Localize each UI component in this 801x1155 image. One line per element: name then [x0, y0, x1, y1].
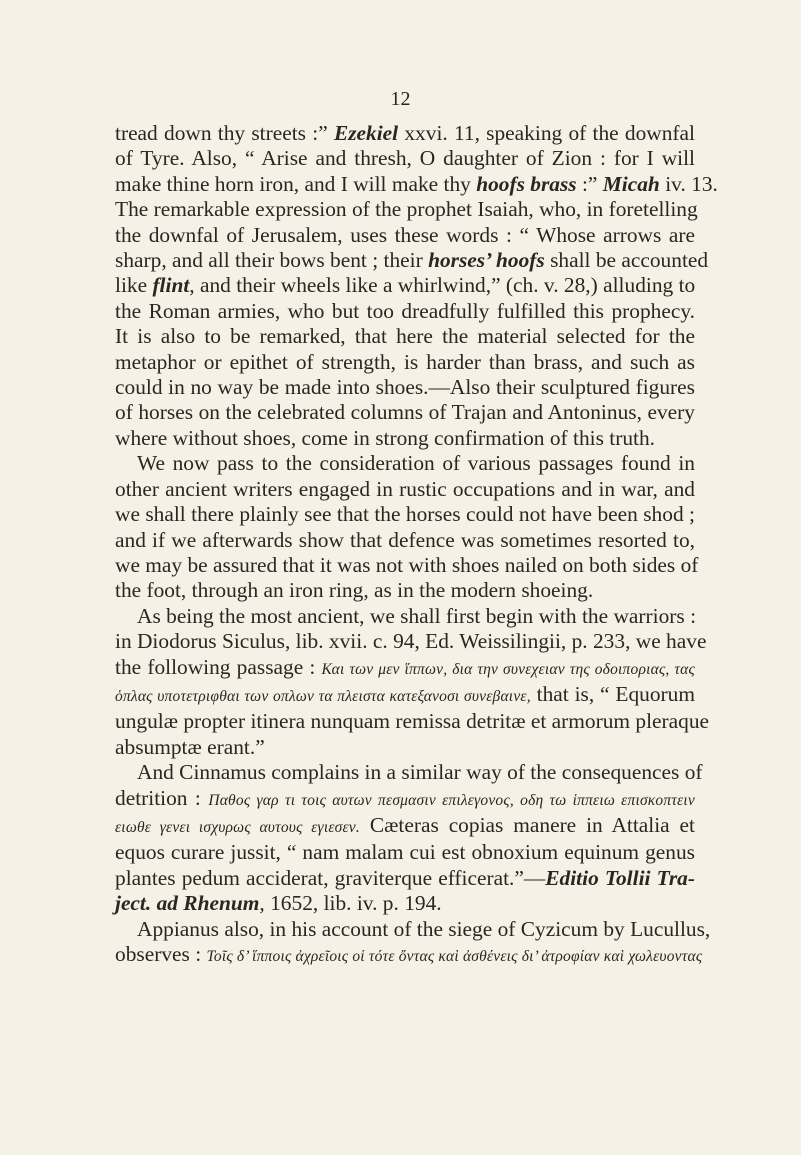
text-line: detrition : Παθος γαρ τι τοις αυτων πεσμασιν επιλεγονος, οδη τω ἱππειω επισκοπτειν	[115, 785, 695, 810]
text-line: where without shoes, come in strong confirmation of this truth.	[115, 425, 656, 450]
text-line: the Roman armies, who but too dreadfully fulfilled this prophecy.	[115, 298, 695, 323]
text-line: It is also to be remarked, that here the material selected for the	[115, 324, 695, 349]
text-line: observes : Τοῖς δ’ ἵπποις ἀχρεῖοις οἱ τότε ὄντας καὶ ἀσθένεις δι’ ἀτροφίαν καὶ χωλευοντας	[115, 942, 703, 966]
text-line: ειωθε γενει ισχυρως αυτους εγιεσεν. Cæteras copias manere in Attalia et	[115, 812, 695, 837]
text-line: absumptæ erant.”	[115, 734, 265, 759]
text-line: ungulæ propter itinera nunquam remissa detritæ et armorum pleraque	[115, 709, 710, 734]
text-line: equos curare jussit, “ nam malam cui est obnoxium equinum genus	[115, 840, 695, 865]
emphasis: hoofs brass	[476, 171, 577, 196]
text-line: tread down thy streets :” Ezekiel xxvi. 11, speaking of the downfal	[115, 121, 695, 145]
body-text	[115, 121, 718, 969]
greek-quotation: Τοῖς δ’ ἵπποις ἀχρεῖοις οἱ τότε ὄντας καὶ ἀσθένεις δι’ ἀτροφίαν καὶ χωλευοντας	[206, 948, 703, 965]
emphasis: horses’ hoofs	[428, 248, 545, 273]
text-line: the foot, through an iron ring, as in the modern shoeing.	[115, 578, 594, 603]
citation: Micah	[602, 171, 660, 196]
text-line: and if we afterwards show that defence was sometimes resorted to,	[115, 527, 695, 552]
text-line: As being the most ancient, we shall first begin with the warriors :	[137, 603, 697, 628]
greek-quotation: ειωθε γενει ισχυρως αυτους εγιεσεν.	[115, 818, 360, 836]
page-number: 12	[390, 88, 411, 110]
text-line: ject. ad Rhenum, 1652, lib. iv. p. 194.	[115, 891, 442, 916]
text-line: Appianus also, in his account of the siege of Cyzicum by Lucullus,	[137, 916, 711, 941]
citation: Editio Tollii Tra-	[545, 865, 695, 890]
text-line: ὁπλας υποτετριφθαι των οπλων τα πλειστα κατεξανοσι συνεβαινε, that is, “ Equorum	[115, 681, 695, 706]
text-line: in Diodorus Siculus, lib. xvii. c. 94, Ed. Weissilingii, p. 233, we have	[115, 629, 707, 654]
text-line: The remarkable expression of the prophet Isaiah, who, in foretelling	[115, 197, 698, 222]
greek-quotation: Παθος γαρ τι τοις αυτων πεσμασιν επιλεγονος, οδη τω ἱππειω επισκοπτειν	[208, 791, 695, 809]
text-line: make thine horn iron, and I will make thy hoofs brass :” Micah iv. 13.	[115, 171, 718, 196]
emphasis: flint	[152, 273, 190, 298]
text-line: plantes pedum acciderat, graviterque efficerat.”—Editio Tollii Tra-	[115, 865, 695, 890]
text-line: like flint, and their wheels like a whirlwind,” (ch. v. 28,) alluding to	[115, 273, 696, 298]
text-line: could in no way be made into shoes.—Also their sculptured figures	[115, 375, 695, 400]
text-line: the downfal of Jerusalem, uses these words : “ Whose arrows are	[115, 222, 695, 247]
citation: Ezekiel	[333, 121, 399, 145]
text-line: sharp, and all their bows bent ; their horses’ hoofs shall be accounted	[115, 248, 709, 273]
text-line: of Tyre. Also, “ Arise and thresh, O daughter of Zion : for I will	[115, 146, 695, 171]
citation: ject. ad Rhenum	[115, 891, 260, 916]
text-line: And Cinnamus complains in a similar way of the consequences of	[137, 760, 703, 785]
greek-quotation: ὁπλας υποτετριφθαι των οπλων τα πλειστα κατεξανοσι συνεβαινε,	[115, 687, 531, 705]
text-line: other ancient writers engaged in rustic occupations and in war, and	[115, 476, 695, 501]
text-line: metaphor or epithet of strength, is harder than brass, and such as	[115, 349, 695, 374]
text-line: the following passage : Και των μεν ἵππων, δια την συνεχειαν της οδοιποριας, τας	[115, 654, 695, 679]
text-line: of horses on the celebrated columns of Trajan and Antoninus, every	[115, 400, 695, 425]
text-line: We now pass to the consideration of various passages found in	[137, 451, 695, 476]
text-line: we may be assured that it was not with shoes nailed on both sides of	[115, 552, 699, 577]
text-line: we shall there plainly see that the horses could not have been shod ;	[115, 502, 695, 527]
greek-quotation: Και των μεν ἵππων, δια την συνεχειαν της οδοιποριας, τας	[321, 660, 695, 678]
